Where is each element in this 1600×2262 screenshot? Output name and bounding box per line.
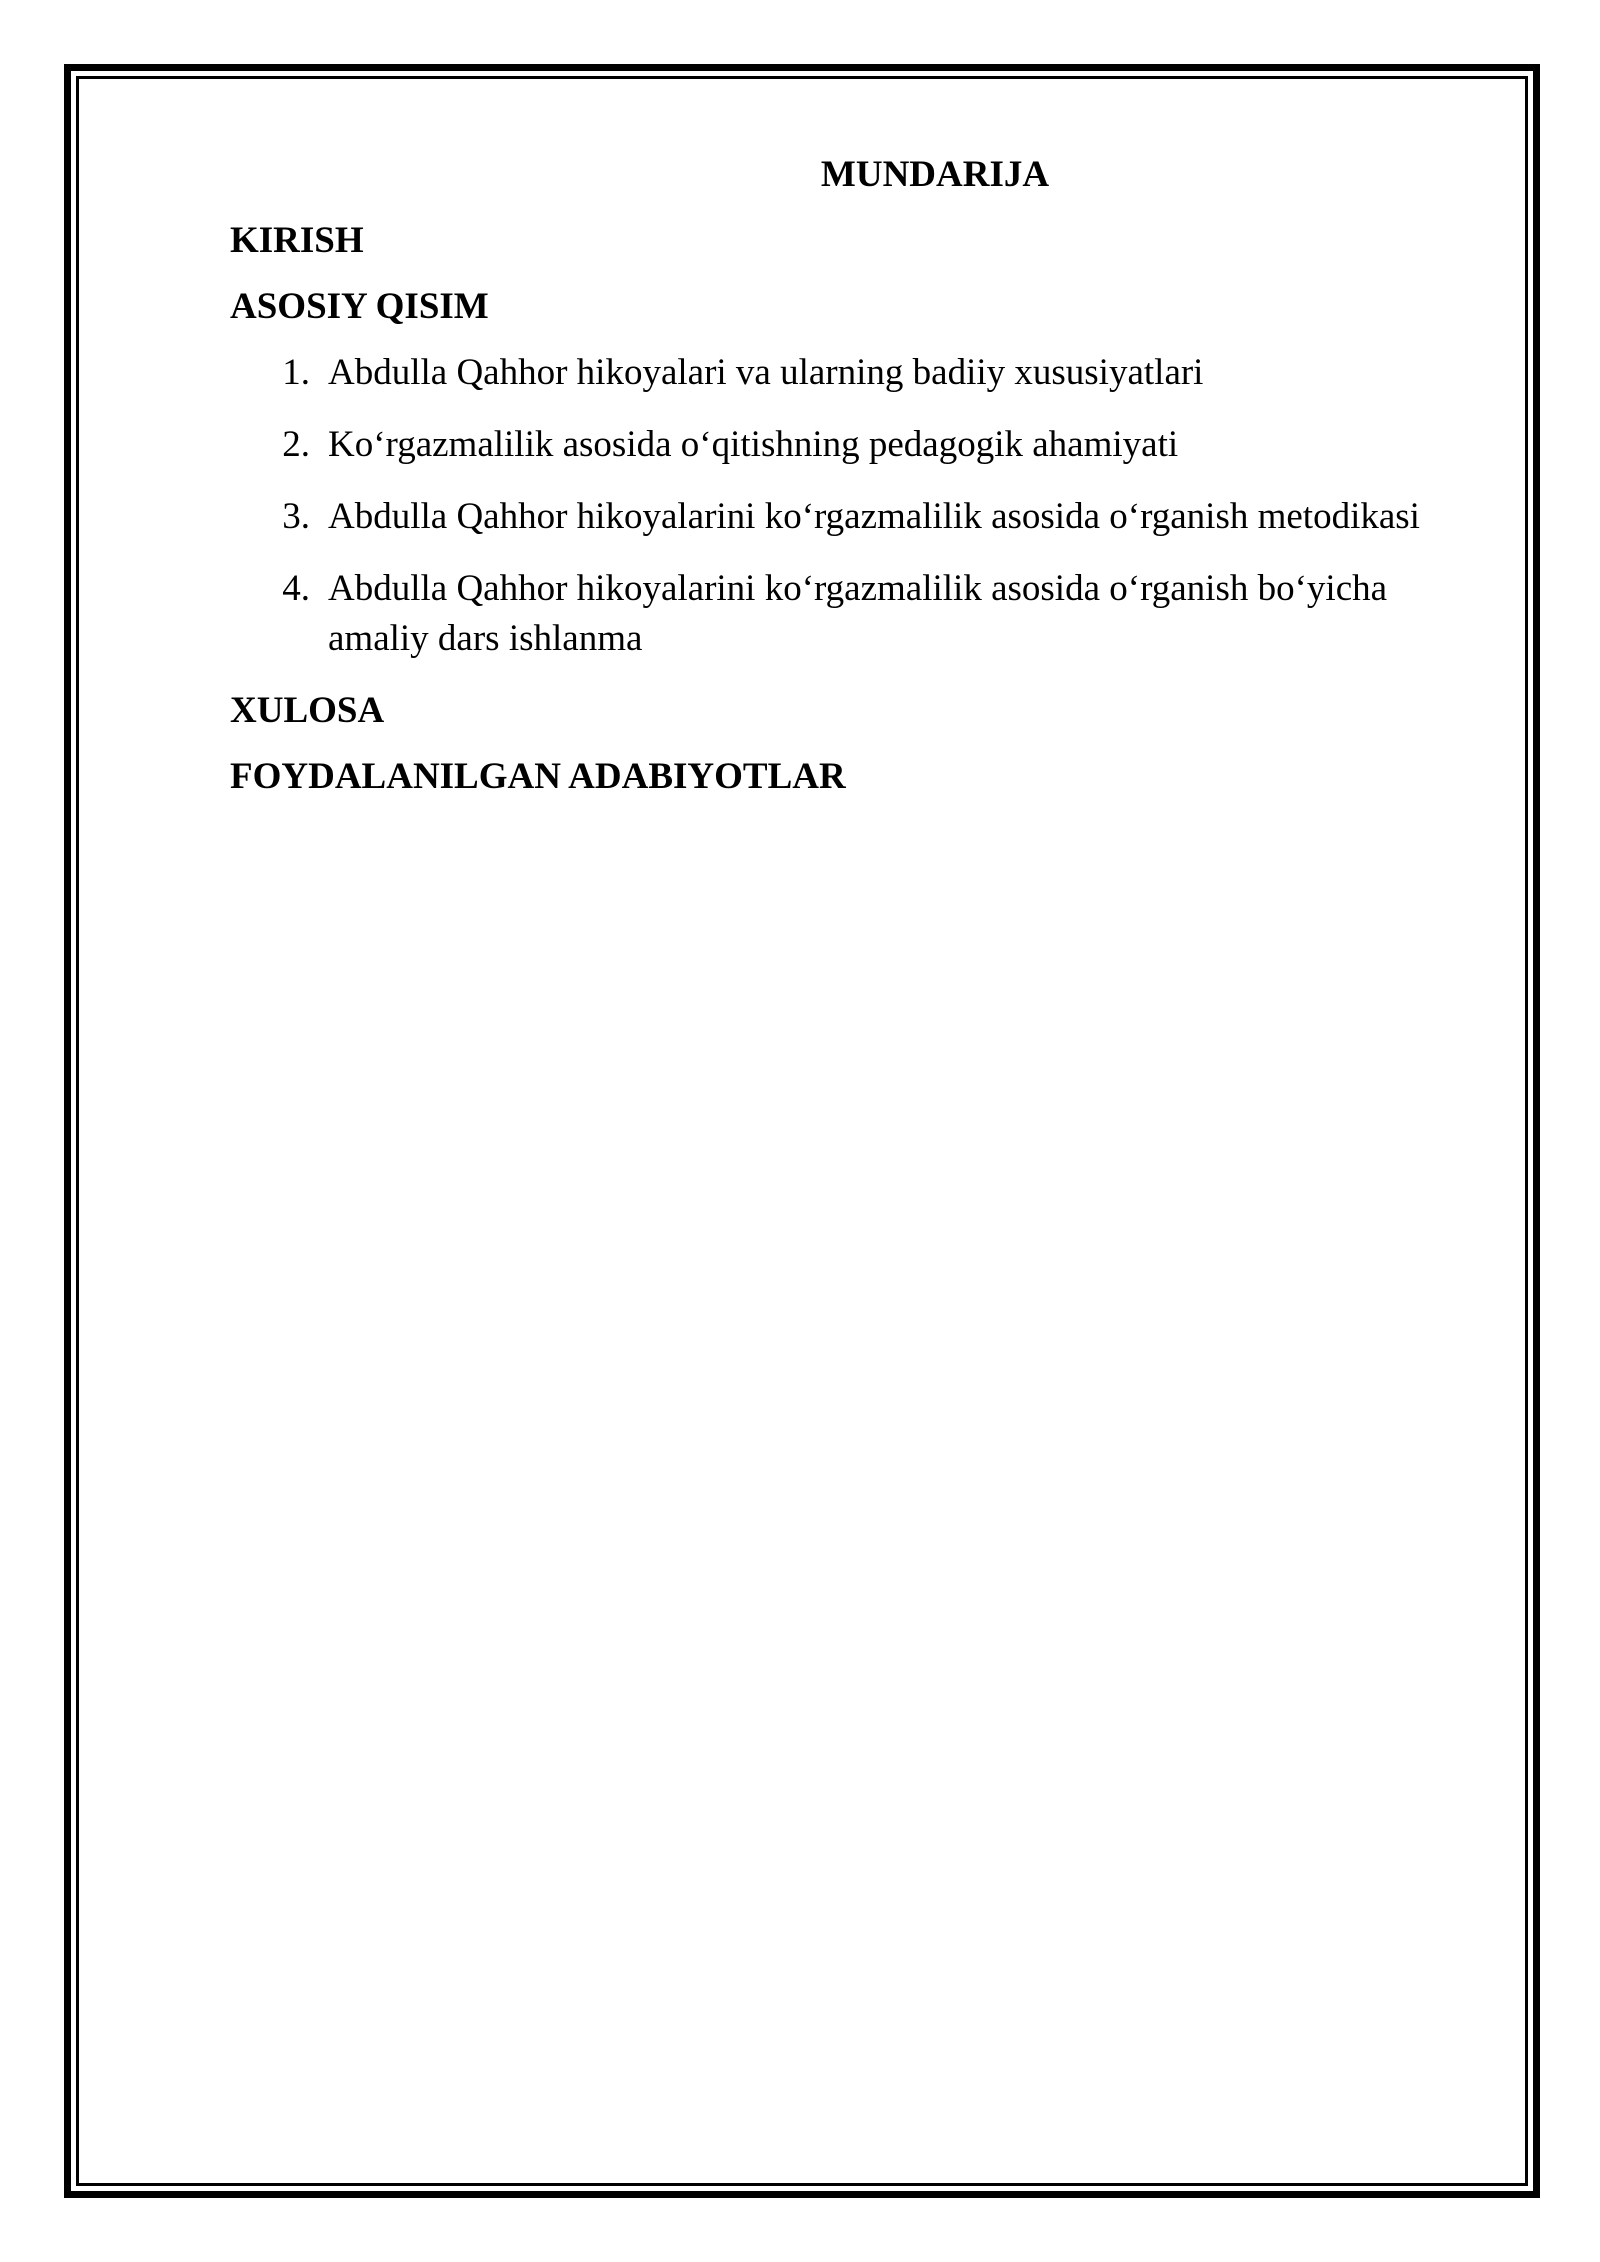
list-item-number: 3. <box>282 496 310 537</box>
list-item <box>230 348 1460 398</box>
list-item-text: Abdulla Qahhor hikoyalarini ko‘rgazmalilik asosida o‘rganish metodikasi <box>328 496 1420 537</box>
list-item <box>230 564 1460 664</box>
list-item-text: Abdulla Qahhor hikoyalarini ko‘rgazmalilik asosida o‘rganish bo‘yicha amaliy dars ishlanma <box>328 568 1388 659</box>
list-item <box>230 492 1460 542</box>
page-title: MUNDARIJA <box>820 154 1050 195</box>
toc-list <box>230 348 1460 664</box>
list-item-number: 1. <box>282 352 310 393</box>
list-item-text: Abdulla Qahhor hikoyalari va ularning badiiy xususiyatlari <box>328 352 1204 393</box>
section-heading-conclusion: XULOSA <box>230 690 385 731</box>
section-heading-introduction: KIRISH <box>230 220 364 261</box>
table-of-contents <box>230 150 1460 818</box>
list-item-text: Ko‘rgazmalilik asosida o‘qitishning pedagogik ahamiyati <box>328 424 1179 465</box>
list-item-number: 2. <box>282 424 310 465</box>
section-heading-main-part: ASOSIY QISIM <box>230 286 489 327</box>
section-heading-references: FOYDALANILGAN ADABIYOTLAR <box>230 756 846 797</box>
list-item-number: 4. <box>282 568 310 609</box>
list-item <box>230 420 1460 470</box>
